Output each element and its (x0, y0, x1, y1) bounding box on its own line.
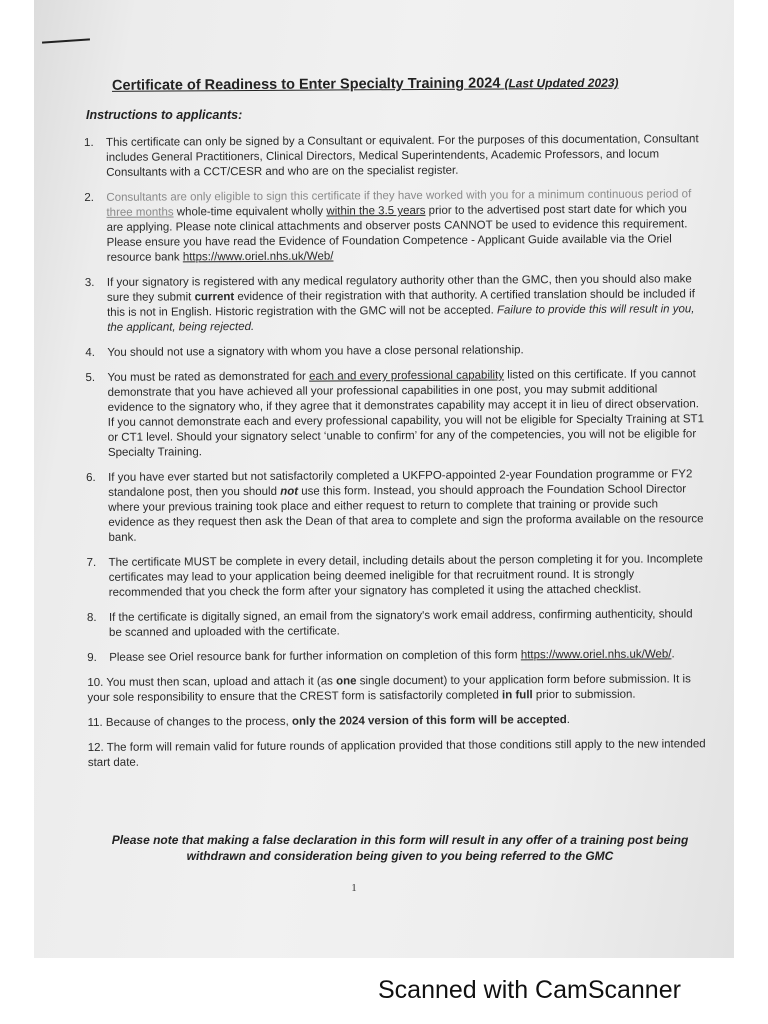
instruction-item-2 (84, 187, 704, 266)
item-text: Because of changes to the process, (105, 715, 292, 729)
item-number: 3. (84, 276, 95, 289)
item-text: prior to submission. (532, 688, 636, 702)
instruction-item-3 (85, 272, 705, 336)
instruction-item-7 (87, 552, 707, 601)
item-text: . (671, 648, 675, 661)
item-text: . (566, 714, 571, 727)
instruction-item-9 (87, 647, 707, 666)
item-text: The certificate MUST be complete in every detail, including details about the person completing it for you. Incomplete certificates may lead to your application being deemed ineligible for that recruitment round. It is strongly recommended that you check the form after your signatory has completed it using the attached checklist. (108, 553, 703, 599)
item-text: The form will remain valid for future rounds of application provided that those conditions still apply to the new intended start date. (87, 738, 706, 769)
item-text: If you have ever started but not satisfactorily completed a UKFPO-appointed 2-year Foundation programme or FY2 standalone post, then you should (108, 468, 693, 499)
item-text: use this form. Instead, you should approach the Foundation School Director where your previous training took place and either request to return to complete that training or provide such evidence as they request then ask the Dean of that area to complete and sign the proforma available on the resource bank. (108, 483, 704, 544)
instruction-item-1 (84, 132, 704, 181)
item-emphasis: Failure to provide this will result in you, the applicant, being rejected. (107, 303, 695, 334)
item-number: 4. (85, 346, 95, 359)
item-emphasis: only the 2024 version of this form will be accepted (291, 714, 567, 728)
item-number: 11. (87, 716, 106, 729)
item-text: prior to the advertised post start date for which you are applying. Please note clinical attachments and observer posts CANNOT be used to evidence this requirement. Please ensure you have read the Evidence of Foundation Competence - Applicant Guide available via the Oriel resource bank (106, 203, 688, 264)
instruction-item-6 (86, 467, 706, 546)
item-emphasis: not (280, 485, 299, 498)
camscanner-watermark: Scanned with CamScanner (378, 976, 681, 1004)
item-number: 6. (86, 471, 96, 484)
item-number: 7. (86, 556, 97, 569)
title-text: Certificate of Readiness to Enter Specialty Training 2024 (111, 75, 501, 94)
oriel-link[interactable]: https://www.oriel.nhs.uk/Web/ (520, 648, 672, 662)
item-text: This certificate can only be signed by a Consultant or equivalent. For the purposes of this documentation, Consultant includes General Practitioners, Clinical Directors, Medical Superintendents, Academic Professors, and locum Consultants with a CCT/CESR and who are on the specialist register. (106, 133, 699, 179)
item-text: You should not use a signatory with whom you have a close personal relationship. (107, 344, 524, 359)
item-number: 8. (86, 611, 97, 624)
item-text: You must then scan, upload and attach it (as (106, 675, 337, 689)
instruction-item-8 (87, 607, 707, 641)
scanned-page (34, 0, 734, 958)
instructions-list (84, 132, 708, 781)
item-text: evidence of their registration with that authority. A certified translation should be included if this is not in English. Historic registration with the GMC will not be accepted. (107, 288, 695, 319)
item-text: single document) to your application form before submission. It is your sole responsibility to ensure that the CREST form is satisfactorily completed (87, 673, 691, 704)
item-emphasis: each and every professional capability (309, 369, 505, 383)
item-text: If the certificate is digitally signed, an email from the signatory's work email address, confirming authenticity, should be scanned and uploaded with the certificate. (108, 608, 693, 639)
item-text: You must be rated as demonstrated for (107, 370, 310, 384)
item-text: Please see Oriel resource bank for further information on completion of this form (109, 649, 521, 664)
item-emphasis: in full (501, 689, 533, 702)
instruction-item-10 (87, 672, 707, 706)
item-text: If your signatory is registered with any medical regulatory authority other than the GMC, then you should also make sure they submit (106, 273, 692, 304)
item-emphasis: current (194, 291, 235, 304)
instructions-heading: Instructions to applicants: (86, 108, 243, 122)
page-number: 1 (351, 882, 357, 894)
instruction-item-5 (85, 367, 706, 461)
false-declaration-warning: Please note that making a false declaration in this form will result in any offer of a training post being withdrawn and consideration being given to you being referred to the GMC (111, 833, 689, 863)
title-updated: (Last Updated 2023) (504, 75, 619, 91)
pen-mark (42, 38, 90, 43)
item-text: Consultants are only eligible to sign this certificate if they have worked with you for a minimum continuous period of (106, 188, 692, 204)
instruction-item-4 (85, 342, 705, 361)
item-number: 2. (84, 191, 95, 204)
item-emphasis: within the 3.5 years (326, 204, 426, 218)
instruction-item-11 (88, 712, 708, 731)
oriel-link[interactable]: https://www.oriel.nhs.uk/Web/ (182, 250, 334, 264)
item-number: 10. (87, 676, 107, 689)
item-number: 12. (87, 741, 107, 754)
item-number: 9. (87, 651, 97, 664)
item-text: whole-time equivalent wholly (173, 205, 327, 219)
item-emphasis: one (336, 675, 357, 688)
instruction-item-12 (88, 737, 708, 771)
item-text: listed on this certificate. If you cannot demonstrate that you have achieved all your professional capabilities in one post, you may submit additional evidence to the signatory who, if they agree that it demonstrates capability may accept it in lieu of direct observation. If you cannot demonstrate each and every professional capability, you will not be eligible for Specialty Training at ST1 or CT1 level. Should your signatory select ‘unable to confirm’ for any of the competencies, you will not be eligible for Specialty Training. (107, 368, 704, 459)
item-number: 1. (84, 136, 94, 149)
item-emphasis: three months (106, 206, 174, 219)
document-title (112, 74, 712, 94)
item-number: 5. (85, 371, 96, 384)
